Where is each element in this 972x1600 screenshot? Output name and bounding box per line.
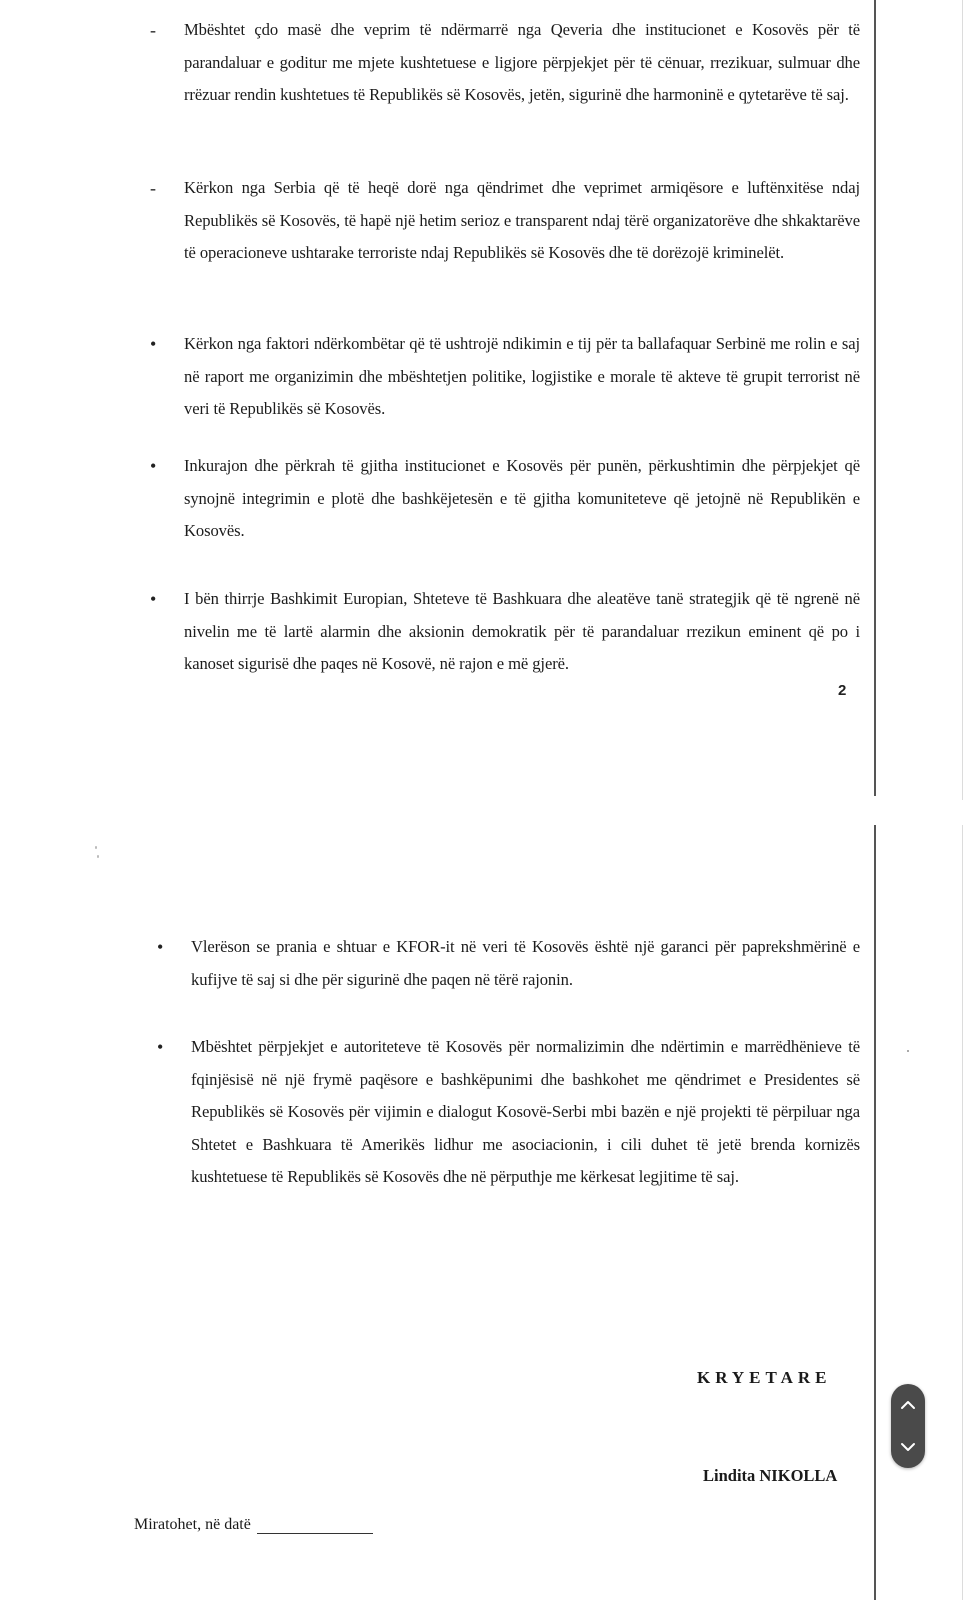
signature-title: KRYETARE	[697, 1368, 832, 1387]
approval-date-line	[134, 1515, 373, 1534]
resolution-point-text: Mbështet përpjekjet e autoriteteve të Kosovës për normalizimin dhe ndërtimin e marrëdhënieve të fqinjësisë në një frymë paqësore e bashkëpunimi dhe bashkohet me qëndrimet e Presidentes së Republikës së Kosovës për vijimin e dialogut Kosovë-Serbi mbi bazën e një projekti të përpiluar nga Shtetet e Bashkuara të Amerikës lidhur me asociacionin, i cili duhet të jetë brenda kornizës kushtetuese të Republikës së Kosovës dhe në përputhje me kërkesat legjitime të saj.	[191, 1037, 860, 1186]
document-page-1	[0, 0, 876, 800]
resolution-point-text: Kërkon nga Serbia që të heqë dorë nga qëndrimet dhe veprimet armiqësore e luftënxitëse ndaj Republikës së Kosovës, të hapë një hetim serioz e transparent ndaj tërë organizatorëve dhe shkaktarëve të operacioneve ushtarake terroriste ndaj Republikës së Kosovës dhe të dorëzojë kriminelët.	[184, 178, 860, 262]
approval-label: Miratohet, në datë	[134, 1516, 251, 1533]
bullet-dot: •	[150, 334, 157, 354]
chevron-down-icon	[900, 1442, 916, 1452]
bullet-dot: •	[157, 1037, 164, 1057]
bullet-dot: •	[150, 589, 157, 609]
scroll-down-button[interactable]	[891, 1426, 925, 1468]
resolution-point	[150, 583, 860, 683]
bullet-dash: -	[150, 178, 156, 198]
bullet-dot: •	[150, 456, 157, 476]
resolution-point-text: Inkurajon dhe përkrah të gjitha institucionet e Kosovës për punën, përkushtimin dhe përpjekjet që synojnë integrimin e plotë dhe bashkëjetesën e të gjitha komuniteteve që jetojnë në Republikën e Kosovës.	[184, 456, 860, 540]
resolution-point-text: Kërkon nga faktori ndërkombëtar që të ushtrojë ndikimin e tij për ta ballafaquar Serbinë me rolin e saj në raport me organizimin dhe mbështetjen politike, logjistike e morale të akteve të grupit terrorist në veri të Republikës së Kosovës.	[184, 334, 860, 418]
resolution-point	[157, 1031, 860, 1231]
resolution-point	[150, 450, 860, 550]
page-2-outer-edge	[962, 825, 963, 1600]
resolution-point-text: I bën thirrje Bashkimit Europian, Shteteve të Bashkuara dhe aleatëve tanë strategjik që të ngrenë në nivelin me të lartë alarmin dhe aksionin demokratik për të parandaluar rrezikun eminent që po i kanoset sigurisë dhe paqes në Kosovë, në rajon e më gjerë.	[184, 589, 860, 673]
resolution-point-text: Vlerëson se prania e shtuar e KFOR-it në veri të Kosovës është një garanci për paprekshmërinë e kufijve të saj si dhe për sigurinë dhe paqen në tërë rajonin.	[191, 937, 860, 989]
resolution-point	[150, 14, 860, 144]
page-1-right-border	[874, 0, 876, 796]
resolution-point	[157, 931, 860, 1001]
scan-artifact	[907, 1050, 909, 1052]
bullet-dot: •	[157, 937, 164, 957]
date-blank	[257, 1515, 373, 1534]
page-scroll-control	[891, 1384, 925, 1468]
signatory-name: Lindita NIKOLLA	[703, 1466, 838, 1485]
page-1-outer-edge	[962, 0, 963, 800]
chevron-up-icon	[900, 1400, 916, 1410]
resolution-point	[150, 328, 860, 428]
resolution-point	[150, 172, 860, 302]
bullet-dash: -	[150, 20, 156, 40]
resolution-point-text: Mbështet çdo masë dhe veprim të ndërmarrë nga Qeveria dhe institucionet e Kosovës për të parandaluar e goditur me mjete kushtetuese e ligjore përpjekjet për të cënuar, rrezikuar, sulmuar dhe rrëzuar rendin kushtetues të Republikës së Kosovës, jetën, sigurinë dhe harmoninë e qytetarëve të saj.	[184, 20, 860, 104]
scroll-up-button[interactable]	[891, 1384, 925, 1426]
page-number: 2	[838, 682, 847, 699]
